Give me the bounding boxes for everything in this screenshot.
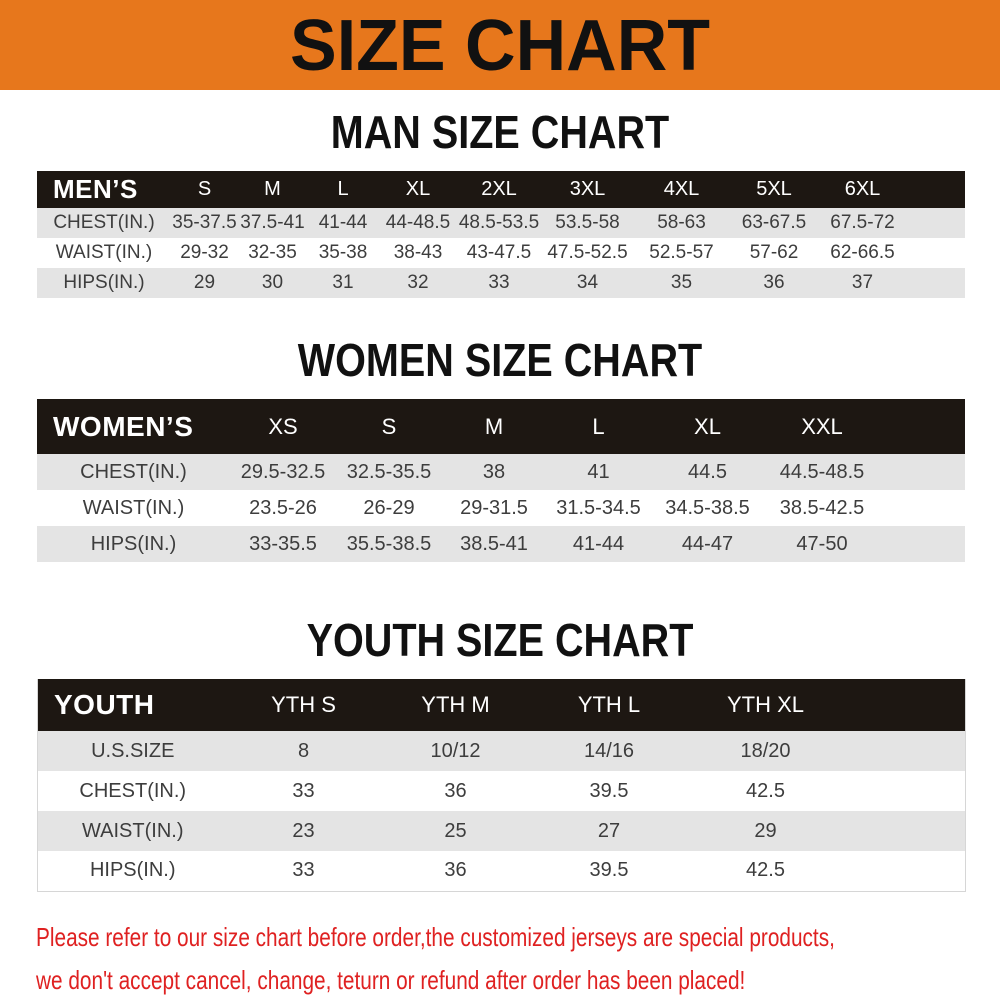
size-value-cell: 33-35.5: [230, 526, 336, 562]
women-table-row: [37, 454, 965, 490]
men-table-row: [37, 268, 965, 298]
women-size-table: [37, 399, 965, 562]
youth-column-header: YTH L: [532, 679, 687, 731]
size-value-cell: 39.5: [532, 771, 687, 811]
size-value-cell: 63-67.5: [729, 208, 819, 238]
size-value-cell: 44-47: [651, 526, 764, 562]
men-column-header: XL: [379, 171, 457, 208]
men-column-header: L: [307, 171, 379, 208]
size-value-cell: 31.5-34.5: [546, 490, 651, 526]
row-spacer-cell: [906, 208, 965, 238]
row-spacer-cell: [906, 268, 965, 298]
row-label: WAIST(IN.): [37, 490, 230, 526]
men-column-header: 2XL: [457, 171, 541, 208]
size-value-cell: 25: [380, 811, 532, 851]
size-value-cell: 23: [228, 811, 380, 851]
size-value-cell: 14/16: [532, 731, 687, 771]
disclaimer-note: [36, 916, 1000, 1000]
size-value-cell: 32: [379, 268, 457, 298]
size-value-cell: 41-44: [307, 208, 379, 238]
row-spacer-cell: [845, 731, 966, 771]
size-value-cell: 8: [228, 731, 380, 771]
women-column-header: M: [442, 399, 546, 454]
youth-size-table-container: [0, 679, 1000, 892]
size-value-cell: 35.5-38.5: [336, 526, 442, 562]
size-value-cell: 29-32: [171, 238, 238, 268]
size-value-cell: 47.5-52.5: [541, 238, 634, 268]
header-spacer-cell: [906, 171, 965, 208]
size-value-cell: 27: [532, 811, 687, 851]
youth-header-row: [38, 679, 966, 731]
size-value-cell: 26-29: [336, 490, 442, 526]
row-spacer-cell: [906, 238, 965, 268]
men-column-header: M: [238, 171, 307, 208]
men-size-table: [37, 171, 965, 298]
size-value-cell: 57-62: [729, 238, 819, 268]
size-value-cell: 44.5-48.5: [764, 454, 880, 490]
men-column-header: S: [171, 171, 238, 208]
size-value-cell: 37.5-41: [238, 208, 307, 238]
size-value-cell: 36: [729, 268, 819, 298]
size-value-cell: 48.5-53.5: [457, 208, 541, 238]
row-spacer-cell: [845, 811, 966, 851]
size-value-cell: 39.5: [532, 851, 687, 891]
row-spacer-cell: [845, 851, 966, 891]
row-label: WAIST(IN.): [37, 238, 171, 268]
size-value-cell: 38-43: [379, 238, 457, 268]
disclaimer-line-2: we don't accept cancel, change, teturn or refund after order has been placed!: [36, 964, 746, 995]
size-value-cell: 58-63: [634, 208, 729, 238]
men-column-header: 4XL: [634, 171, 729, 208]
size-value-cell: 38: [442, 454, 546, 490]
size-value-cell: 36: [380, 771, 532, 811]
youth-column-header: YTH XL: [687, 679, 845, 731]
men-column-header: 5XL: [729, 171, 819, 208]
size-value-cell: 33: [228, 851, 380, 891]
women-table-row: [37, 526, 965, 562]
size-value-cell: 41-44: [546, 526, 651, 562]
row-spacer-cell: [880, 526, 965, 562]
men-header-row: [37, 171, 965, 208]
youth-column-header: YTH M: [380, 679, 532, 731]
men-column-header: 6XL: [819, 171, 906, 208]
row-spacer-cell: [880, 490, 965, 526]
row-label: U.S.SIZE: [38, 731, 228, 771]
youth-size-table: [37, 679, 966, 892]
row-label: CHEST(IN.): [37, 454, 230, 490]
header-spacer-cell: [845, 679, 966, 731]
youth-table-row: [38, 851, 966, 891]
size-value-cell: 29-31.5: [442, 490, 546, 526]
row-label: HIPS(IN.): [37, 268, 171, 298]
men-column-header: 3XL: [541, 171, 634, 208]
size-value-cell: 38.5-42.5: [764, 490, 880, 526]
size-value-cell: 52.5-57: [634, 238, 729, 268]
youth-table-corner-header: YOUTH: [38, 679, 228, 731]
size-value-cell: 35-38: [307, 238, 379, 268]
size-value-cell: 34.5-38.5: [651, 490, 764, 526]
size-value-cell: 23.5-26: [230, 490, 336, 526]
youth-table-row: [38, 811, 966, 851]
women-size-chart-heading: WOMEN SIZE CHART: [297, 334, 703, 386]
women-column-header: XXL: [764, 399, 880, 454]
row-label: HIPS(IN.): [37, 526, 230, 562]
row-label: CHEST(IN.): [38, 771, 228, 811]
youth-table-row: [38, 771, 966, 811]
row-label: WAIST(IN.): [38, 811, 228, 851]
size-value-cell: 43-47.5: [457, 238, 541, 268]
youth-column-header: YTH S: [228, 679, 380, 731]
women-column-header: XS: [230, 399, 336, 454]
disclaimer-line-1: Please refer to our size chart before order,the customized jerseys are special products,: [36, 921, 835, 952]
size-value-cell: 31: [307, 268, 379, 298]
men-table-row: [37, 238, 965, 268]
row-label: HIPS(IN.): [38, 851, 228, 891]
women-size-table-container: [0, 399, 1000, 562]
size-value-cell: 47-50: [764, 526, 880, 562]
women-table-corner-header: WOMEN’S: [37, 399, 230, 454]
size-value-cell: 44-48.5: [379, 208, 457, 238]
size-value-cell: 29: [687, 811, 845, 851]
size-value-cell: 29: [171, 268, 238, 298]
youth-size-chart-heading: YOUTH SIZE CHART: [306, 614, 694, 666]
size-value-cell: 41: [546, 454, 651, 490]
women-header-row: [37, 399, 965, 454]
size-chart-banner: [0, 0, 1000, 90]
size-value-cell: 33: [228, 771, 380, 811]
size-value-cell: 33: [457, 268, 541, 298]
youth-table-row: [38, 731, 966, 771]
women-column-header: XL: [651, 399, 764, 454]
size-value-cell: 38.5-41: [442, 526, 546, 562]
men-table-row: [37, 208, 965, 238]
size-value-cell: 18/20: [687, 731, 845, 771]
row-spacer-cell: [845, 771, 966, 811]
size-value-cell: 29.5-32.5: [230, 454, 336, 490]
men-size-chart-heading: MAN SIZE CHART: [330, 106, 670, 158]
size-value-cell: 32-35: [238, 238, 307, 268]
size-value-cell: 44.5: [651, 454, 764, 490]
size-value-cell: 10/12: [380, 731, 532, 771]
row-label: CHEST(IN.): [37, 208, 171, 238]
size-value-cell: 42.5: [687, 851, 845, 891]
size-value-cell: 62-66.5: [819, 238, 906, 268]
size-chart-title: SIZE CHART: [290, 4, 710, 86]
size-value-cell: 35-37.5: [171, 208, 238, 238]
size-value-cell: 36: [380, 851, 532, 891]
women-column-header: S: [336, 399, 442, 454]
size-value-cell: 67.5-72: [819, 208, 906, 238]
size-value-cell: 42.5: [687, 771, 845, 811]
size-value-cell: 35: [634, 268, 729, 298]
size-value-cell: 37: [819, 268, 906, 298]
row-spacer-cell: [880, 454, 965, 490]
size-value-cell: 34: [541, 268, 634, 298]
size-value-cell: 53.5-58: [541, 208, 634, 238]
women-table-row: [37, 490, 965, 526]
women-column-header: L: [546, 399, 651, 454]
men-table-corner-header: MEN’S: [37, 171, 171, 208]
men-size-table-container: [0, 171, 1000, 298]
size-value-cell: 30: [238, 268, 307, 298]
size-value-cell: 32.5-35.5: [336, 454, 442, 490]
header-spacer-cell: [880, 399, 965, 454]
